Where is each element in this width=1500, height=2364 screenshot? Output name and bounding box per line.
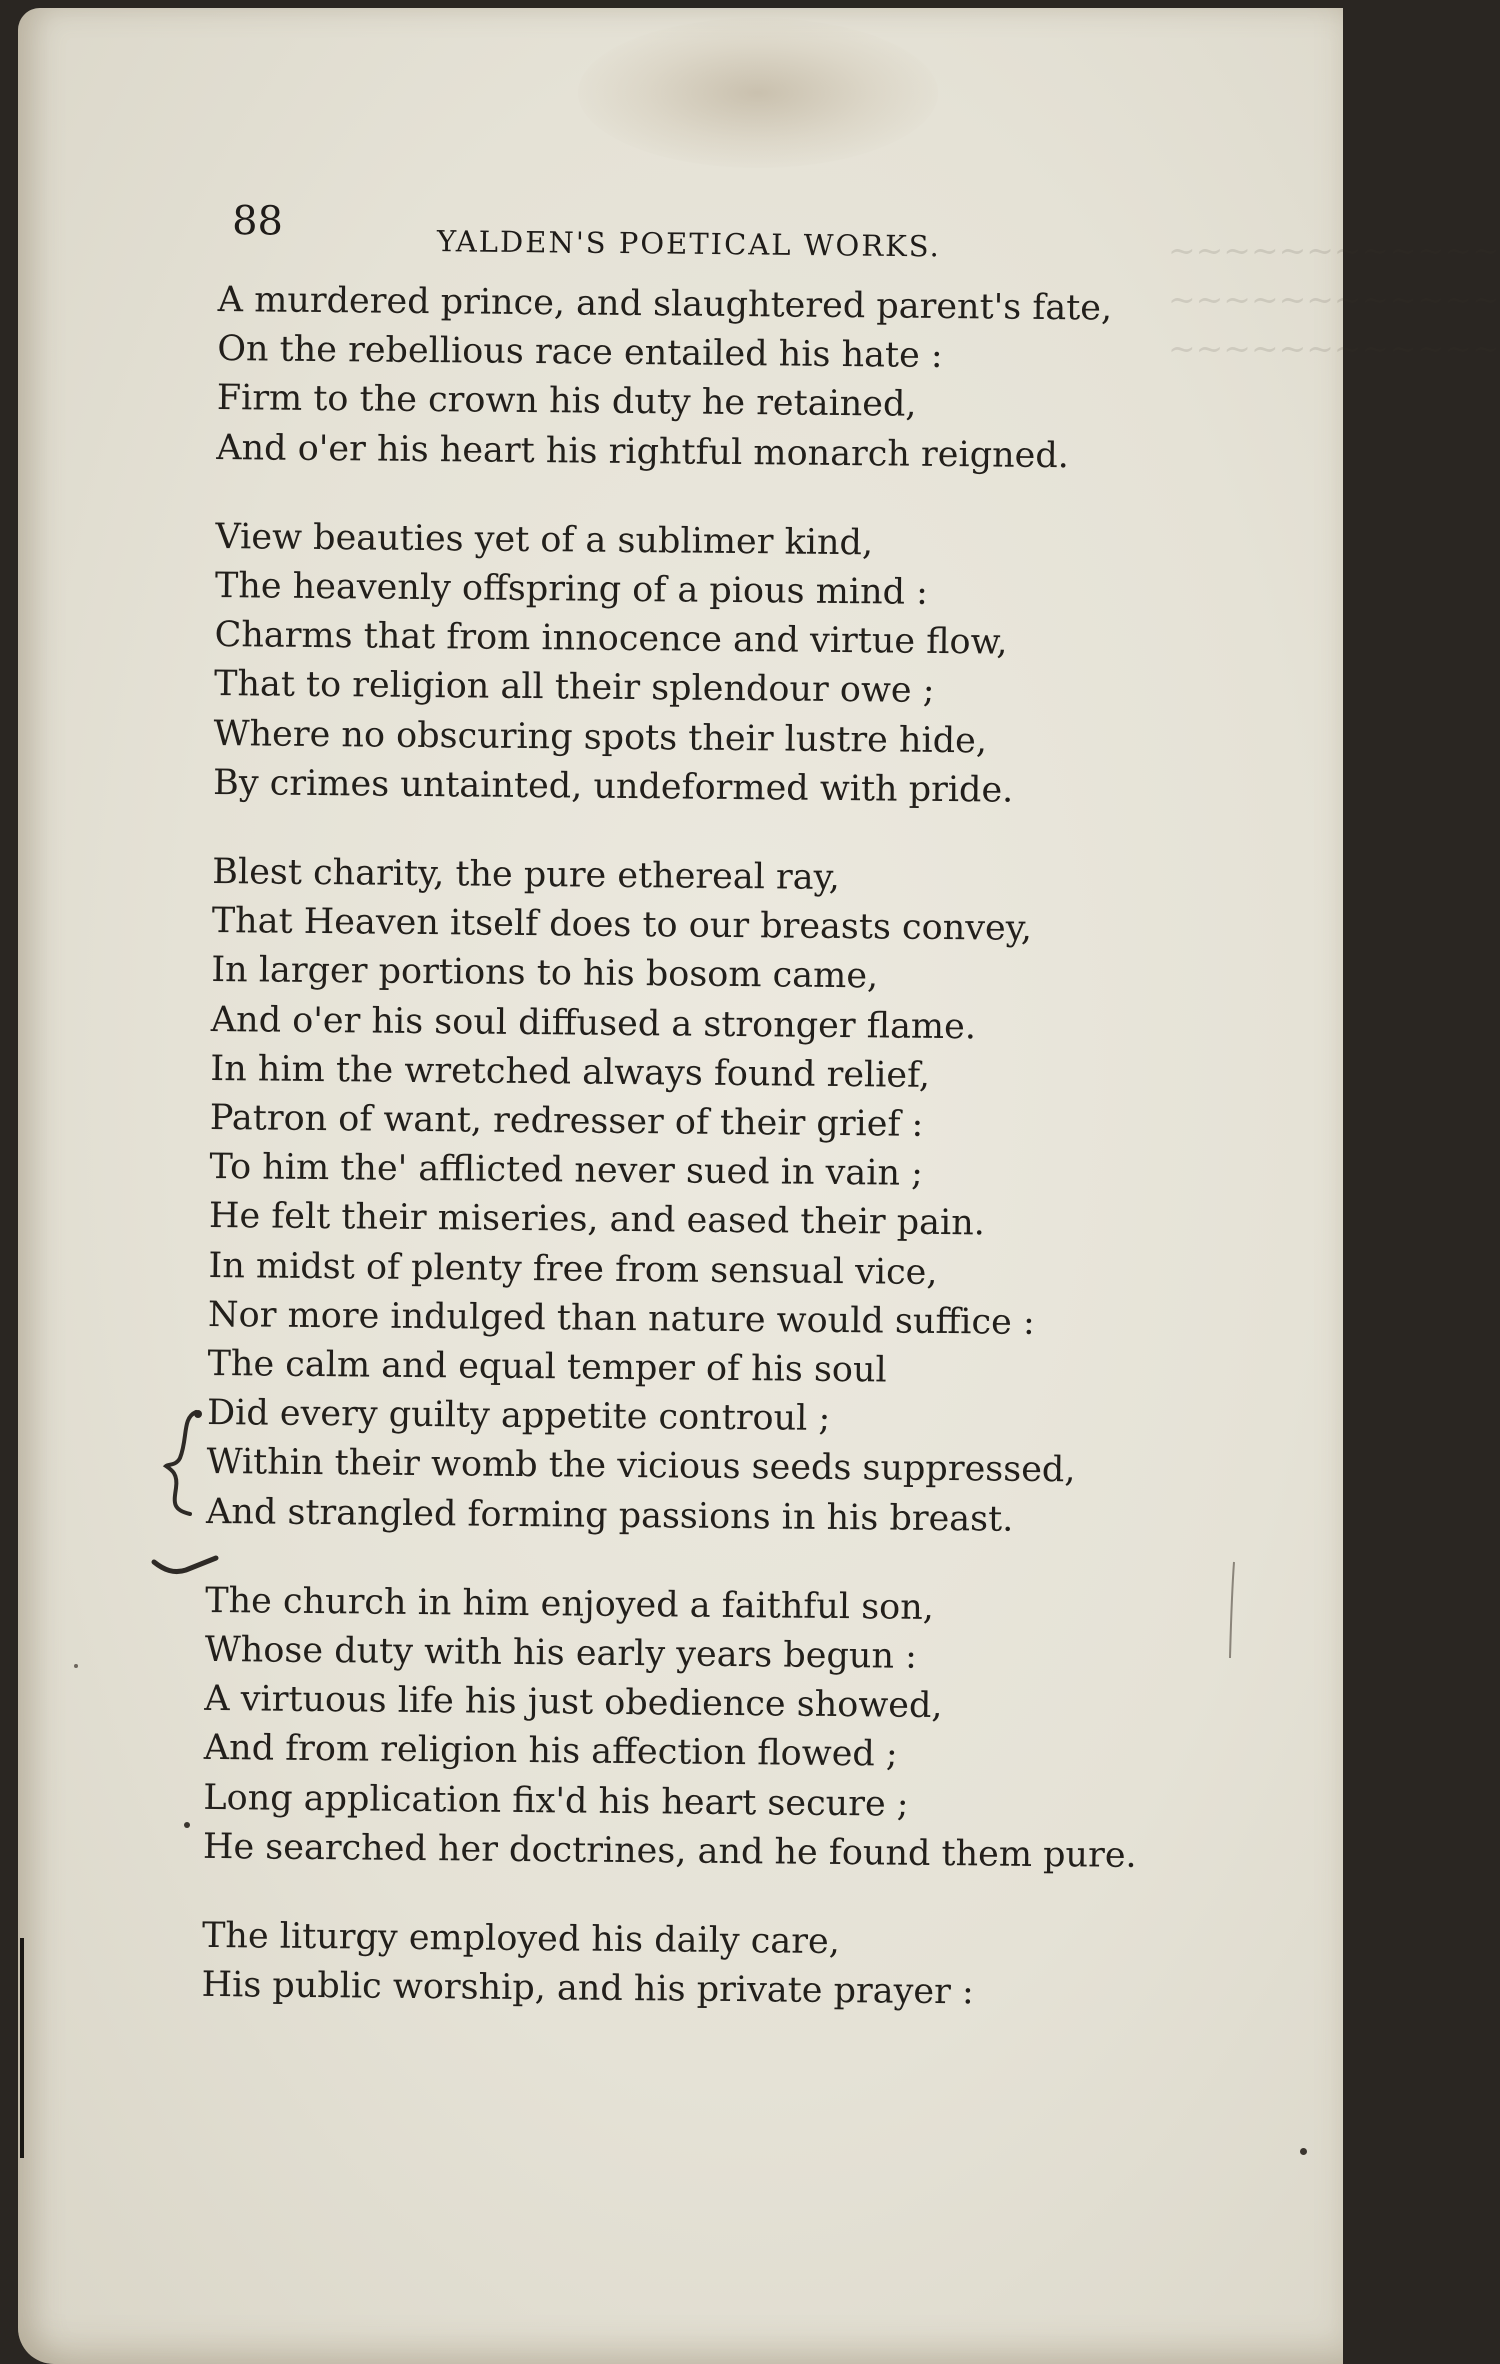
edge-shadow xyxy=(20,1938,24,2158)
stanza xyxy=(206,848,1213,1546)
pencil-dash-mark xyxy=(150,1552,220,1582)
verse-line: To him the' afflicted never sued in vain ; xyxy=(209,1147,924,1195)
pencil-dot xyxy=(184,1822,190,1828)
verse-line: Nor more indulged than nature would suffice : xyxy=(207,1294,1035,1343)
verse-line: Whose duty with his early years begun : xyxy=(204,1630,918,1677)
stanza xyxy=(201,1912,1202,2020)
verse-line: His public worship, and his private prayer : xyxy=(201,1965,974,2013)
page-header xyxy=(232,198,1133,277)
pencil-margin-line xyxy=(1228,1560,1238,1660)
verse-line: He searched her doctrines, and he found them pure. xyxy=(202,1826,1137,1876)
verse-line: He felt their miseries, and eased their pain. xyxy=(208,1196,986,1244)
verse-line: Firm to the crown his duty he retained, xyxy=(216,378,917,426)
show-through-text: ~~~~~~~~~~~~ ~~~~~~~~~~~~ ~~~~~~~~~~~~ xyxy=(1168,231,1500,368)
verse-line: Where no obscuring spots their lustre hide, xyxy=(213,713,988,762)
verse-line: The liturgy employed his daily care, xyxy=(201,1916,840,1963)
verse-line: That Heaven itself does to our breasts convey, xyxy=(211,901,1033,950)
verse-line: Blest charity, the pure ethereal ray, xyxy=(212,852,841,899)
page-number: 88 xyxy=(231,198,284,245)
verse-line: That to religion all their splendour owe ; xyxy=(213,664,935,712)
verse-line: A murdered prince, and slaughtered parent's fate, xyxy=(217,279,1113,329)
verse-line: Did every guilty appetite controul ; xyxy=(206,1393,831,1440)
verse-line: In midst of plenty free from sensual vice, xyxy=(208,1245,938,1293)
verse-line: In larger portions to his bosom came, xyxy=(211,950,879,997)
pencil-dot xyxy=(1300,2148,1307,2155)
pencil-dot xyxy=(74,1664,78,1668)
verse-line: Long application fix'd his heart secure ; xyxy=(203,1777,909,1825)
stanza xyxy=(203,1577,1206,1882)
verse-line: Patron of want, redresser of their grief : xyxy=(209,1098,924,1145)
verse-line: The heavenly offspring of a pious mind : xyxy=(214,566,929,613)
verse-line: And strangled forming passions in his breast. xyxy=(205,1491,1014,1540)
pencil-bracket-mark xyxy=(158,1408,208,1518)
verse-line: And o'er his soul diffused a stronger flame. xyxy=(210,999,977,1047)
verse-line: View beauties yet of a sublimer kind, xyxy=(215,516,874,564)
verse-line: In him the wretched always found relief, xyxy=(210,1048,931,1096)
verse-line: Charms that from innocence and virtue flow, xyxy=(214,615,1008,663)
verse-line: And o'er his heart his rightful monarch reigned. xyxy=(216,427,1070,476)
verse-line: And from religion his affection flowed ; xyxy=(203,1728,898,1776)
stanza xyxy=(216,276,1218,482)
verse-line: A virtuous life his just obedience showed, xyxy=(204,1679,943,1727)
verse-line: The church in him enjoyed a faithful son, xyxy=(205,1580,935,1628)
poem-body xyxy=(201,276,1218,2020)
verse-line: The calm and equal temper of his soul xyxy=(207,1344,887,1391)
stanza xyxy=(213,513,1216,818)
page-stain xyxy=(578,18,938,168)
verse-line: Within their womb the vicious seeds suppressed, xyxy=(206,1442,1076,1491)
verse-line: By crimes untainted, undeformed with pride. xyxy=(212,762,1014,811)
running-title: YALDEN'S POETICAL WORKS. xyxy=(436,224,942,264)
verse-line: On the rebellious race entailed his hate : xyxy=(217,329,943,377)
